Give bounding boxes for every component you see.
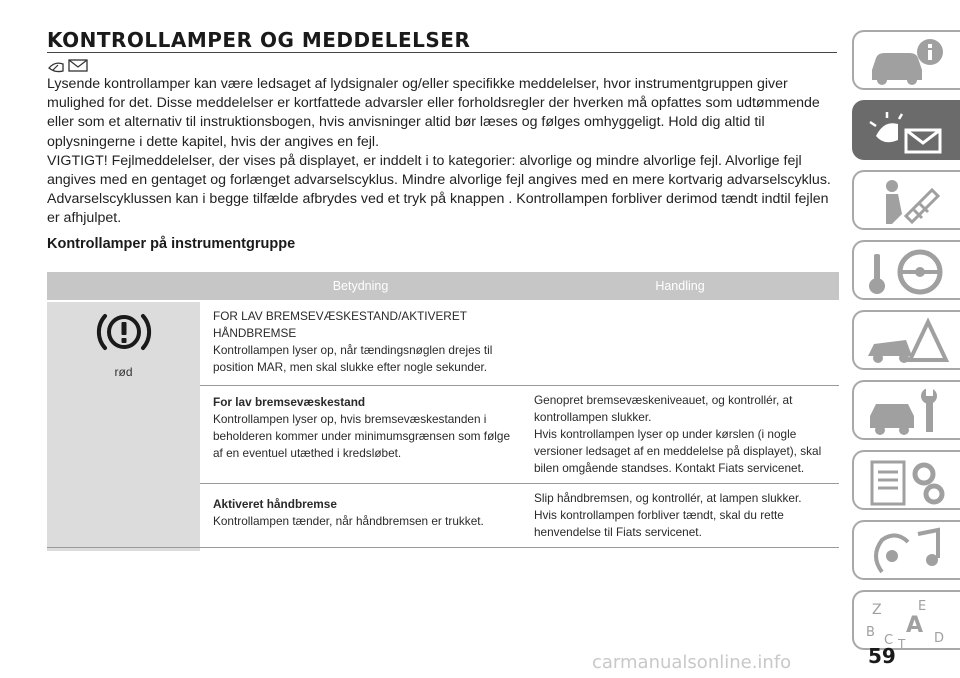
section-subheading: Kontrollamper på instrumentgruppe bbox=[47, 236, 296, 252]
warning-lamp-table bbox=[47, 272, 839, 551]
tab-car-info[interactable] bbox=[852, 30, 960, 90]
tab-warning-lights[interactable] bbox=[852, 100, 960, 160]
meaning-cell bbox=[200, 385, 521, 483]
page-heading: KONTROLLAMPER OG MEDDELELSER bbox=[47, 28, 471, 52]
multimedia-icon bbox=[862, 526, 954, 578]
warning-light-message-icon bbox=[862, 106, 954, 158]
meaning-text: Kontrollampen lyser op, hvis bremsevæskestanden i beholderen kommer under minimumsgrænsen som følge af en eventuel utæthed i kredsløbet. bbox=[213, 411, 511, 460]
table-row bbox=[47, 301, 839, 385]
action-text: Genopret bremsevæskeniveauet, og kontrollér, at kontrollampen slukker. Hvis kontrollampen lyser op under kørslen (i nogle versioner ledsaget af en meddelelse på displayet), skal bilen omgående standses. Kontakt Fiats servicenet. bbox=[534, 392, 822, 475]
svg-text:C: C bbox=[884, 633, 894, 648]
tab-index[interactable] bbox=[852, 590, 960, 650]
heading-rule bbox=[47, 52, 837, 53]
header-lamp-column bbox=[47, 272, 200, 301]
meaning-title: Aktiveret håndbremse bbox=[213, 496, 337, 511]
important-paragraph: VIGTIGT! Fejlmeddelelser, der vises på displayet, er inddelt i to kategorier: alvorlige og mindre alvorlige fejl. Alvorlige fejl angives med en gentaget og forlænget advarselscyklus. Mindre alvorlige fejl angives med en mere kortvarig advarselscyklus. bbox=[47, 152, 831, 189]
car-info-icon bbox=[862, 36, 954, 88]
key-steering-wheel-icon bbox=[862, 246, 954, 298]
tab-emergency[interactable] bbox=[852, 310, 960, 370]
meaning-title: For lav bremsevæskestand bbox=[213, 394, 366, 409]
meaning-text: Kontrollampen lyser op, når tændingsnøglen drejes til position MAR, men skal slukke efter nogle sekunder. bbox=[213, 343, 493, 374]
tab-starting-driving[interactable] bbox=[852, 240, 960, 300]
airbag-seat-icon bbox=[862, 176, 954, 228]
wrench-car-icon bbox=[862, 386, 954, 438]
meaning-cell bbox=[200, 301, 521, 385]
svg-text:D: D bbox=[934, 631, 945, 646]
meaning-heading: FOR LAV BREMSEVÆSKESTAND/AKTIVERET HÅNDBREMSE bbox=[213, 309, 467, 340]
alphabetical-index-icon bbox=[862, 596, 954, 648]
lamp-cell bbox=[47, 301, 200, 551]
svg-text:B: B bbox=[866, 625, 875, 640]
tab-maintenance[interactable] bbox=[852, 380, 960, 440]
specifications-gears-icon bbox=[862, 456, 954, 508]
tab-multimedia[interactable] bbox=[852, 520, 960, 580]
meaning-cell bbox=[200, 483, 521, 551]
cycle-paragraph: Advarselscyklussen kan i begge tilfælde afbrydes ved et tryk på knappen . Kontrollampen forbliver derimod tændt indtil fejlen er afhjulpet. bbox=[47, 191, 829, 227]
header-meaning: Betydning bbox=[200, 272, 521, 301]
action-cell bbox=[521, 301, 839, 385]
action-text: Slip håndbremsen, og kontrollér, at lampen slukker. Hvis kontrollampen forbliver tændt, skal du rette henvendelse til Fiats servicenet. bbox=[534, 490, 802, 539]
table-bottom-rule bbox=[47, 547, 839, 548]
svg-text:Z: Z bbox=[872, 602, 882, 618]
action-cell bbox=[521, 483, 839, 551]
svg-text:T: T bbox=[898, 637, 906, 648]
brake-warning-icon bbox=[94, 302, 154, 362]
tab-specifications[interactable] bbox=[852, 450, 960, 510]
meaning-text: Kontrollampen tænder, når håndbremsen er trukket. bbox=[213, 513, 484, 528]
lamp-color-label: rød bbox=[114, 365, 133, 379]
watermark: carmanualsonline.info bbox=[592, 652, 792, 673]
svg-text:A: A bbox=[906, 613, 924, 638]
breakdown-triangle-icon bbox=[862, 316, 954, 368]
intro-text bbox=[47, 75, 839, 229]
intro-paragraph: Lysende kontrollamper kan være ledsaget af lydsignaler og/eller specifikke meddelelser, hvor instrumentgruppen giver mulighed for det. Disse meddelelser er kortfattede advarsler eller forholdsregler der hverken må opfattes som udtømmende eller som et alternativ til instruktionsbogen, hvis anvisninger altid bør læses og følges omhyggeligt. Hold dig altid til oplysningerne i dette kapitel, hvis der angives en fejl. bbox=[47, 76, 820, 150]
header-action: Handling bbox=[521, 272, 839, 301]
page-number: 59 bbox=[868, 644, 896, 668]
warning-lamp-message-small-icon bbox=[47, 56, 95, 76]
tab-safety[interactable] bbox=[852, 170, 960, 230]
svg-text:E: E bbox=[918, 599, 927, 614]
action-cell bbox=[521, 385, 839, 483]
